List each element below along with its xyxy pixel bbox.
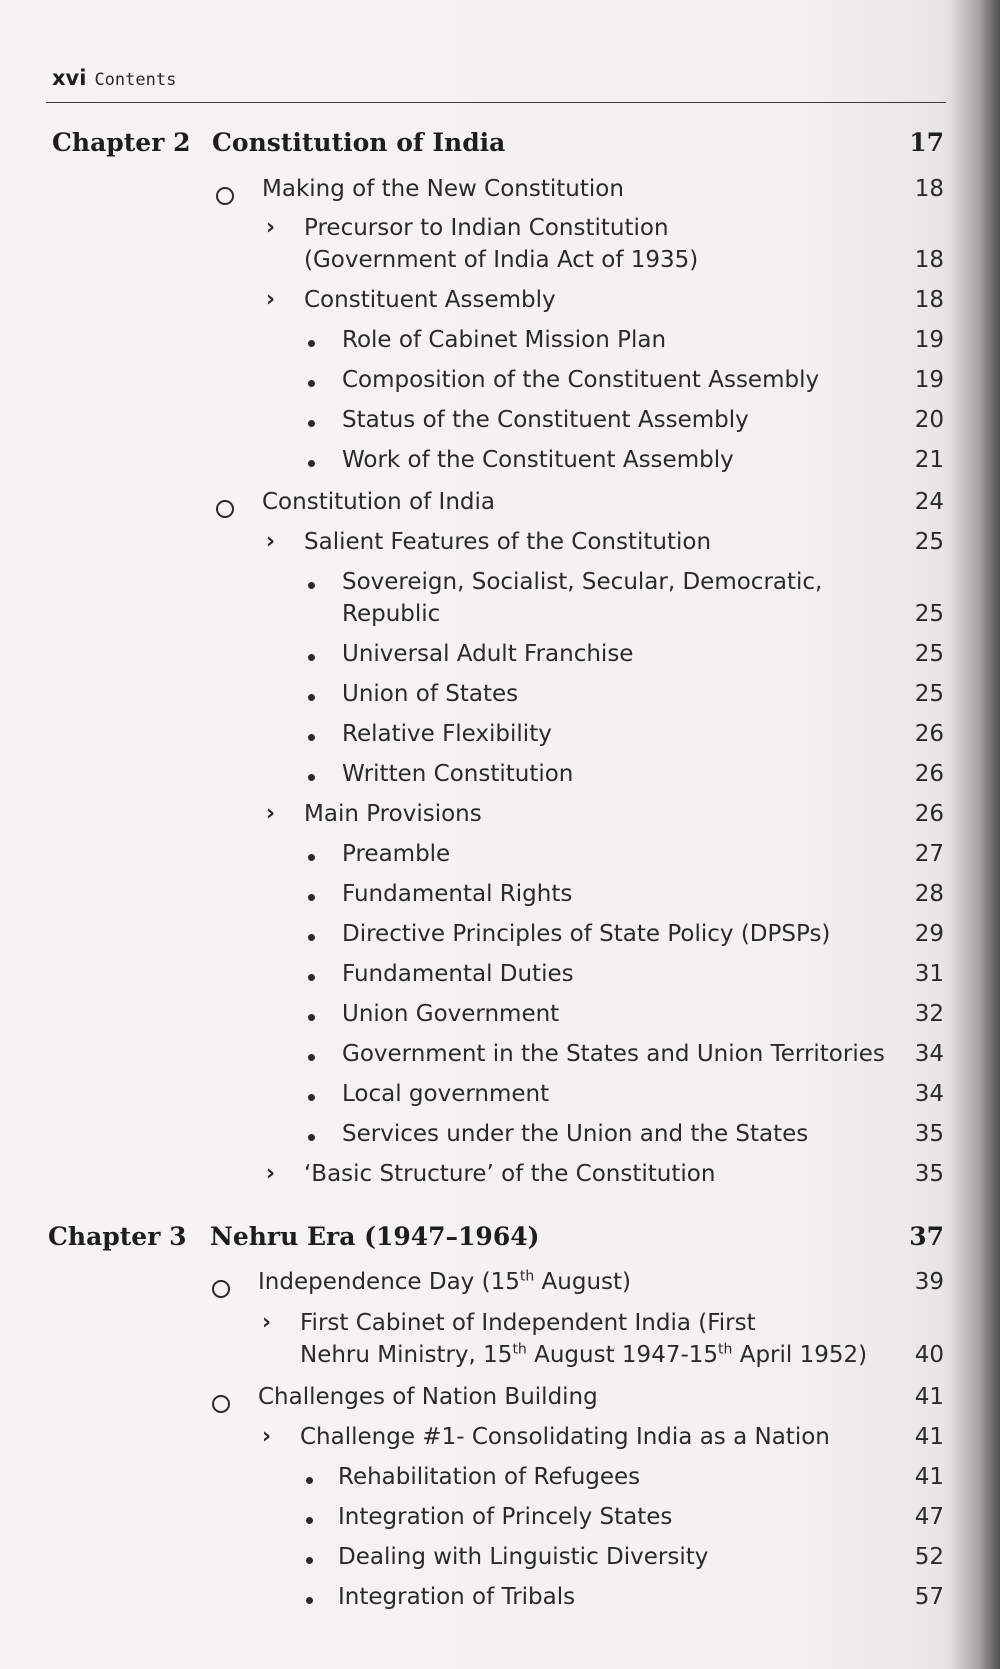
toc-entry: Directive Principles of State Policy (DPSPs) xyxy=(342,921,831,947)
bullet-dot-icon xyxy=(308,734,315,741)
toc-page: 41 xyxy=(914,1464,944,1490)
page-header xyxy=(52,66,176,90)
toc-entry: Integration of Princely States xyxy=(338,1504,673,1530)
toc-entry: Relative Flexibility xyxy=(342,721,552,747)
toc-page: 19 xyxy=(914,327,944,353)
chapter-2-label: Chapter 2 xyxy=(52,128,191,157)
toc-entry: Services under the Union and the States xyxy=(342,1121,809,1147)
toc-entry: Composition of the Constituent Assembly xyxy=(342,367,820,393)
chevron-right-icon: › xyxy=(266,287,276,312)
toc-entry: Preamble xyxy=(342,841,451,867)
header-rule xyxy=(46,102,946,103)
toc-entry-continuation: Nehru Ministry, 15th August 1947-15th April 1952) xyxy=(300,1341,868,1368)
page-gutter-shadow xyxy=(952,0,1000,1669)
toc-page: 41 xyxy=(914,1384,944,1410)
chapter-3-page: 37 xyxy=(909,1222,944,1251)
toc-page: 31 xyxy=(914,961,944,987)
toc-entry: Sovereign, Socialist, Secular, Democratic, xyxy=(342,569,823,595)
toc-entry: Government in the States and Union Territories xyxy=(342,1041,885,1067)
toc-page: 28 xyxy=(914,881,944,907)
toc-page: 25 xyxy=(914,641,944,667)
chevron-right-icon: › xyxy=(262,1424,272,1449)
bullet-dot-icon xyxy=(308,1094,315,1101)
bullet-dot-icon xyxy=(308,460,315,467)
toc-entry: Dealing with Linguistic Diversity xyxy=(338,1544,709,1570)
bullet-dot-icon xyxy=(308,854,315,861)
chevron-right-icon: › xyxy=(266,801,276,826)
toc-page: 26 xyxy=(914,721,944,747)
toc-page: 18 xyxy=(914,287,944,313)
toc-page: 26 xyxy=(914,761,944,787)
toc-page: 21 xyxy=(914,447,944,473)
circle-bullet-icon xyxy=(212,1395,230,1413)
chapter-2-page: 17 xyxy=(909,128,944,157)
toc-entry: Challenge #1- Consolidating India as a Nation xyxy=(300,1424,830,1450)
toc-entry: Union of States xyxy=(342,681,519,707)
toc-entry: Independence Day (15th August) xyxy=(258,1268,631,1295)
toc-page: 34 xyxy=(914,1041,944,1067)
toc-page: 40 xyxy=(914,1342,944,1368)
toc-page: 35 xyxy=(914,1161,944,1187)
bullet-dot-icon xyxy=(308,582,315,589)
toc-page: 32 xyxy=(914,1001,944,1027)
chevron-right-icon: › xyxy=(262,1310,272,1335)
toc-entry: Rehabilitation of Refugees xyxy=(338,1464,641,1490)
toc-page: 26 xyxy=(914,801,944,827)
toc-entry: Union Government xyxy=(342,1001,560,1027)
chapter-2-title: Constitution of India xyxy=(212,128,506,157)
bullet-dot-icon xyxy=(308,774,315,781)
circle-bullet-icon xyxy=(216,187,234,205)
bullet-dot-icon xyxy=(308,340,315,347)
chevron-right-icon: › xyxy=(266,529,276,554)
toc-entry: Fundamental Duties xyxy=(342,961,574,987)
toc-page: 27 xyxy=(914,841,944,867)
toc-entry: Making of the New Constitution xyxy=(262,176,624,202)
bullet-dot-icon xyxy=(308,894,315,901)
bullet-dot-icon xyxy=(308,654,315,661)
bullet-dot-icon xyxy=(308,380,315,387)
toc-page: 41 xyxy=(914,1424,944,1450)
toc-page: 52 xyxy=(914,1544,944,1570)
bullet-dot-icon xyxy=(308,1134,315,1141)
toc-entry-continuation: (Government of India Act of 1935) xyxy=(304,247,699,273)
toc-entry: Challenges of Nation Building xyxy=(258,1384,598,1410)
toc-page: 24 xyxy=(914,489,944,515)
toc-entry: Work of the Constituent Assembly xyxy=(342,447,734,473)
chevron-right-icon: › xyxy=(266,1161,276,1186)
toc-entry: Constituent Assembly xyxy=(304,287,556,313)
bullet-dot-icon xyxy=(308,420,315,427)
toc-page: 25 xyxy=(914,529,944,555)
toc-entry: Precursor to Indian Constitution xyxy=(304,215,669,241)
toc-entry: Main Provisions xyxy=(304,801,482,827)
header-page-number: xvi xyxy=(52,66,87,90)
toc-entry: Universal Adult Franchise xyxy=(342,641,634,667)
toc-page: 47 xyxy=(914,1504,944,1530)
bullet-dot-icon xyxy=(306,1517,313,1524)
toc-page: 18 xyxy=(914,247,944,273)
toc-entry: Constitution of India xyxy=(262,489,495,515)
toc-entry: ‘Basic Structure’ of the Constitution xyxy=(304,1161,716,1187)
bullet-dot-icon xyxy=(306,1597,313,1604)
toc-page: 19 xyxy=(914,367,944,393)
circle-bullet-icon xyxy=(212,1280,230,1298)
header-running-title: Contents xyxy=(94,70,177,90)
toc-page: 25 xyxy=(914,681,944,707)
toc-entry: Written Constitution xyxy=(342,761,574,787)
bullet-dot-icon xyxy=(308,1054,315,1061)
bullet-dot-icon xyxy=(306,1557,313,1564)
toc-page: 57 xyxy=(914,1584,944,1610)
toc-page: 20 xyxy=(914,407,944,433)
bullet-dot-icon xyxy=(308,1014,315,1021)
toc-entry: First Cabinet of Independent India (First xyxy=(300,1310,756,1336)
toc-entry: Local government xyxy=(342,1081,550,1107)
toc-entry: Fundamental Rights xyxy=(342,881,573,907)
toc-entry-continuation: Republic xyxy=(342,601,441,627)
toc-entry: Role of Cabinet Mission Plan xyxy=(342,327,667,353)
toc-page: 29 xyxy=(914,921,944,947)
circle-bullet-icon xyxy=(216,500,234,518)
toc-page: 25 xyxy=(914,601,944,627)
bullet-dot-icon xyxy=(308,694,315,701)
toc-entry: Integration of Tribals xyxy=(338,1584,576,1610)
bullet-dot-icon xyxy=(308,934,315,941)
chapter-3-label: Chapter 3 xyxy=(48,1222,187,1251)
toc-page: 18 xyxy=(914,176,944,202)
bullet-dot-icon xyxy=(308,974,315,981)
toc-page: 35 xyxy=(914,1121,944,1147)
chapter-3-title: Nehru Era (1947–1964) xyxy=(210,1222,540,1251)
toc-page: 34 xyxy=(914,1081,944,1107)
chevron-right-icon: › xyxy=(266,215,276,240)
bullet-dot-icon xyxy=(306,1477,313,1484)
toc-entry: Status of the Constituent Assembly xyxy=(342,407,749,433)
toc-entry: Salient Features of the Constitution xyxy=(304,529,712,555)
toc-page: 39 xyxy=(914,1269,944,1295)
